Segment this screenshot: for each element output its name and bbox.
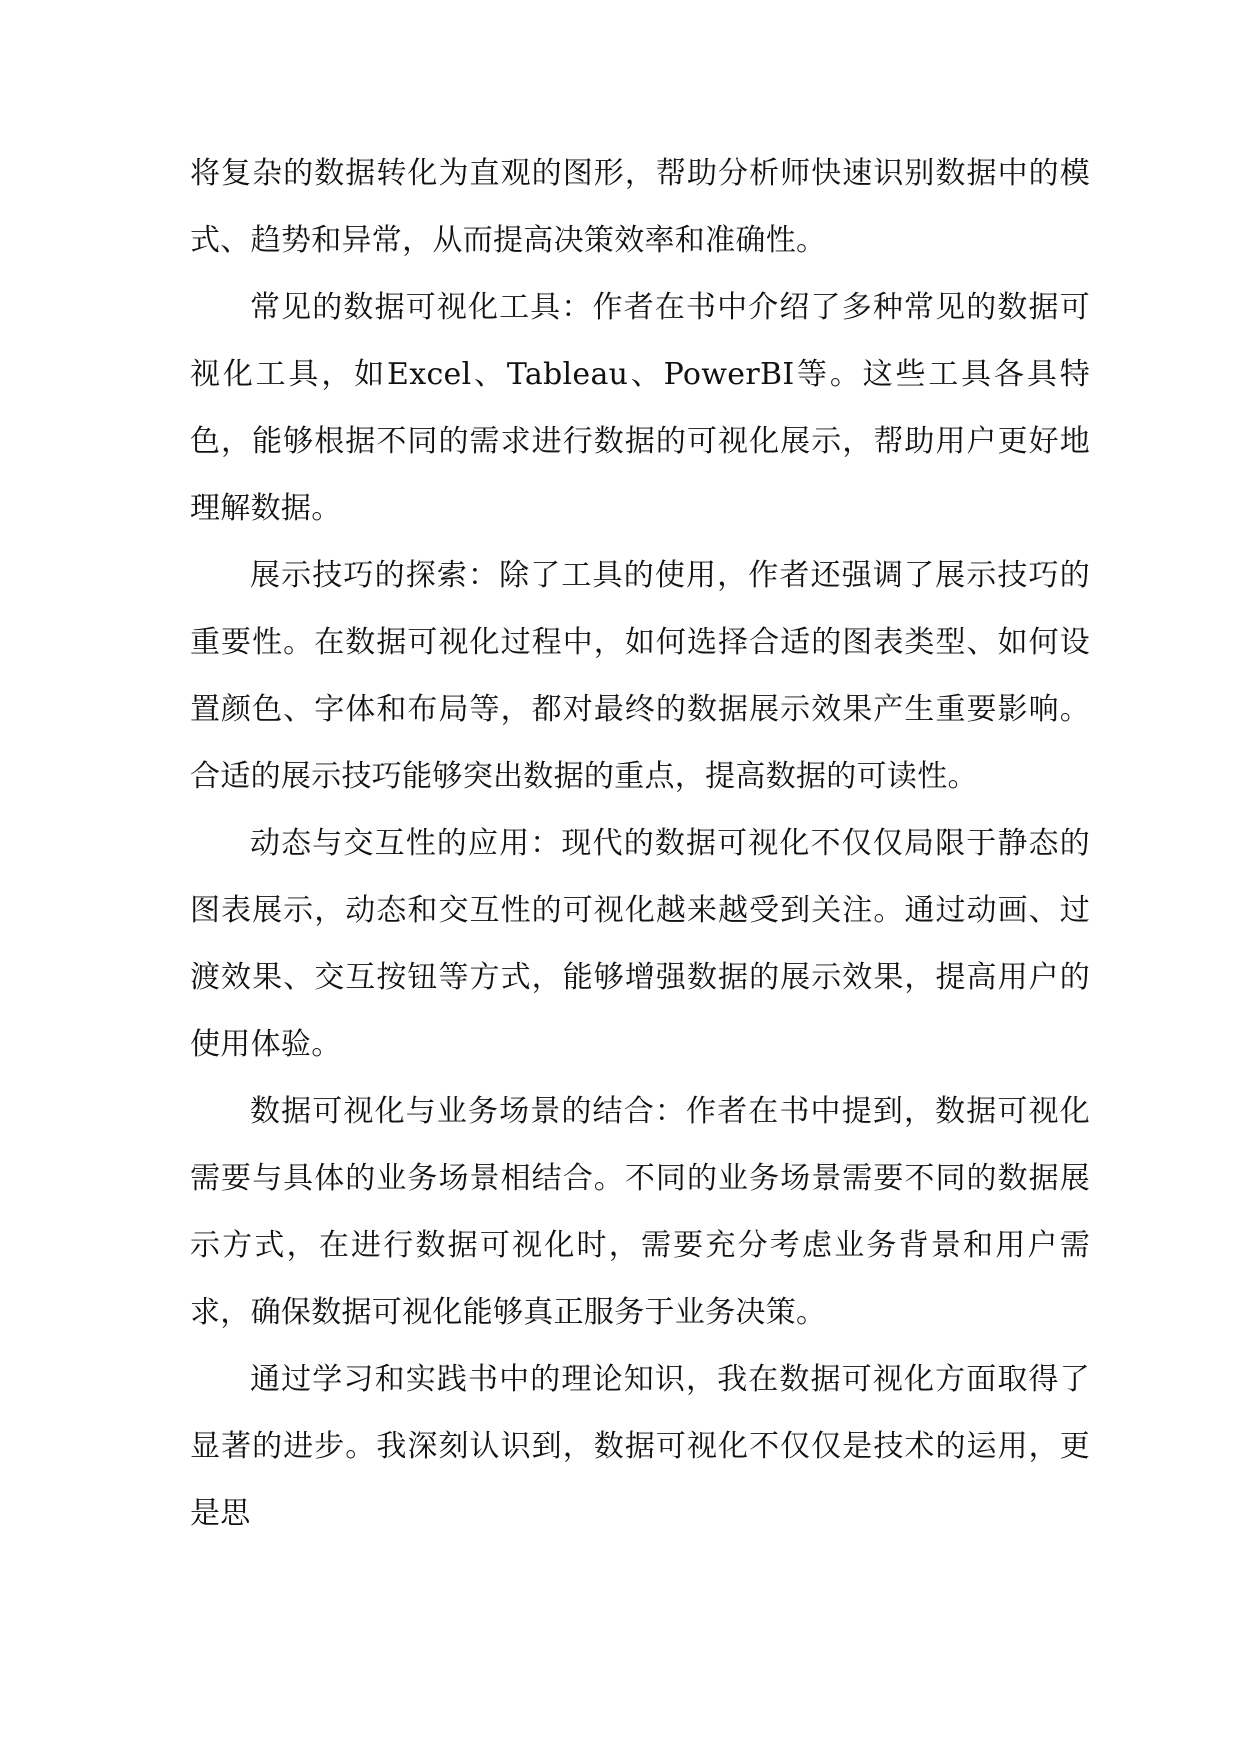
paragraph-learning-reflection: 通过学习和实践书中的理论知识，我在数据可视化方面取得了显著的进步。我深刻认识到，数据可视化不仅仅是技术的运用，更是思 (190, 1362, 1090, 1531)
paragraph-dynamic-interactive: 动态与交互性的应用：现代的数据可视化不仅仅局限于静态的图表展示，动态和交互性的可视化越来越受到关注。通过动画、过渡效果、交互按钮等方式，能够增强数据的展示效果，提高用户的使用体验。 (190, 826, 1090, 1062)
paragraph-visualization-tools: 常见的数据可视化工具：作者在书中介绍了多种常见的数据可视化工具，如Excel、Tableau、PowerBI等。这些工具各具特色，能够根据不同的需求进行数据的可视化展示，帮助用户更好地理解数据。 (190, 290, 1090, 526)
document-body (190, 140, 1090, 1547)
paragraph-continuation: 将复杂的数据转化为直观的图形，帮助分析师快速识别数据中的模式、趋势和异常，从而提高决策效率和准确性。 (190, 156, 1090, 258)
paragraph-business-scenarios: 数据可视化与业务场景的结合：作者在书中提到，数据可视化需要与具体的业务场景相结合。不同的业务场景需要不同的数据展示方式，在进行数据可视化时，需要充分考虑业务背景和用户需求，确保数据可视化能够真正服务于业务决策。 (190, 1094, 1090, 1330)
paragraph-presentation-techniques: 展示技巧的探索：除了工具的使用，作者还强调了展示技巧的重要性。在数据可视化过程中，如何选择合适的图表类型、如何设置颜色、字体和布局等，都对最终的数据展示效果产生重要影响。合适的展示技巧能够突出数据的重点，提高数据的可读性。 (190, 558, 1090, 794)
